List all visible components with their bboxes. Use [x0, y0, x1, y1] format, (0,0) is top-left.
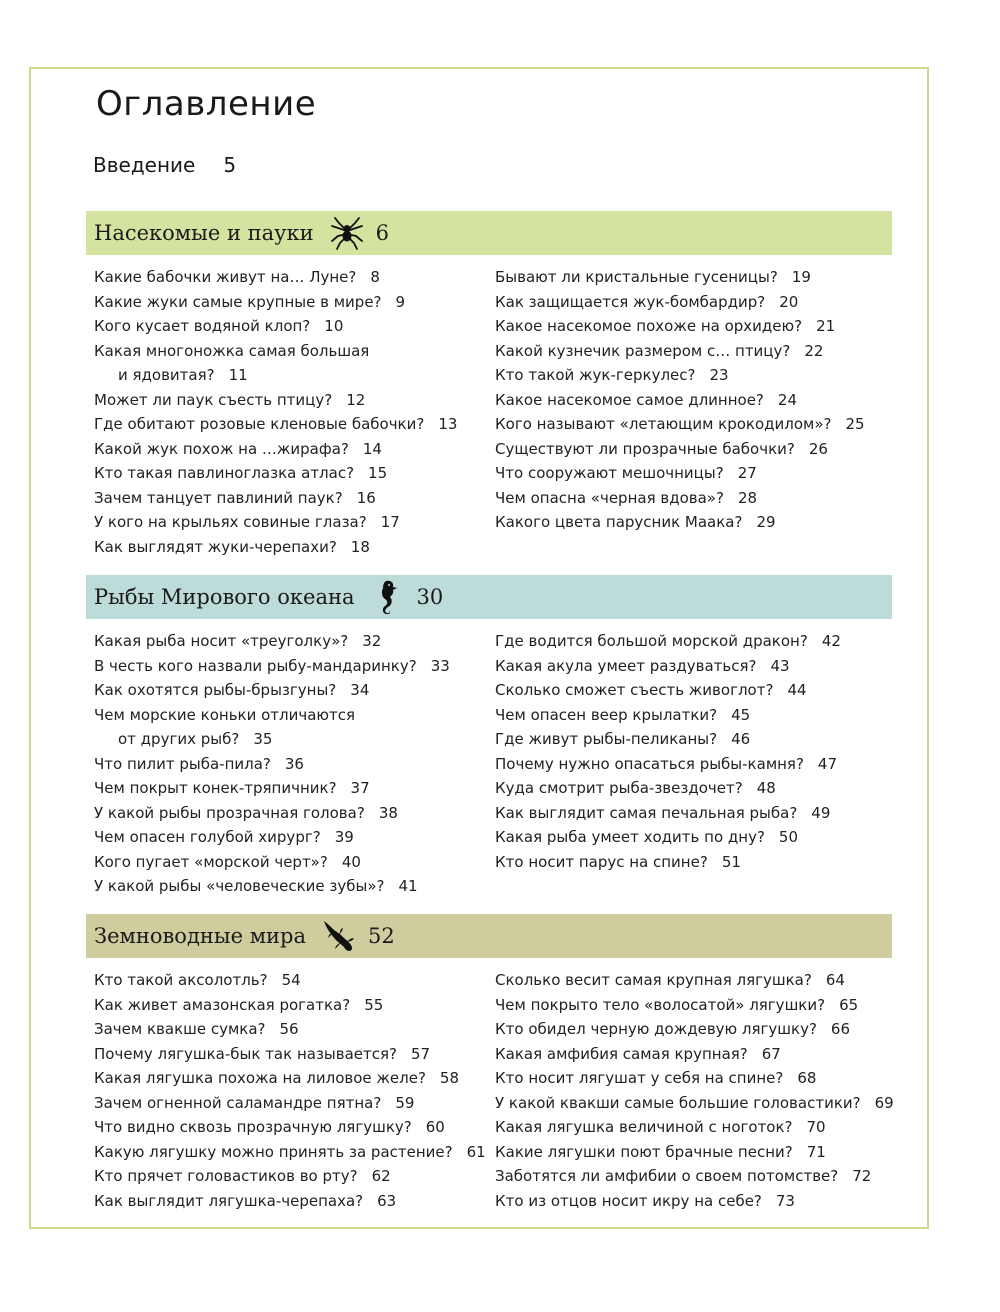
toc-entry[interactable] — [495, 1017, 894, 1042]
toc-entry[interactable] — [495, 727, 841, 752]
toc-entry[interactable] — [94, 678, 450, 703]
toc-question: Какой кузнечик размером с… птицу? — [495, 341, 791, 360]
toc-entry[interactable] — [495, 801, 841, 826]
toc-entry[interactable] — [495, 1091, 894, 1116]
toc-page: 63 — [377, 1191, 397, 1210]
toc-page: 69 — [874, 1093, 894, 1112]
section-header-insects[interactable] — [86, 211, 892, 255]
toc-page: 33 — [430, 656, 450, 675]
toc-entry[interactable] — [495, 412, 865, 437]
intro-page: 5 — [223, 153, 237, 177]
toc-question: Кого называют «летающим крокодилом»? — [495, 415, 832, 433]
toc-page: 15 — [368, 464, 388, 482]
toc-question: Как живет амазонская рогатка? — [94, 995, 351, 1014]
section-page: 6 — [375, 221, 389, 245]
toc-entry[interactable] — [94, 265, 457, 290]
toc-question: Какого цвета парусник Маака? — [495, 513, 743, 531]
toc-entry[interactable] — [94, 1042, 486, 1067]
toc-entry[interactable] — [94, 437, 457, 462]
toc-page: 41 — [398, 877, 418, 895]
toc-entry[interactable] — [94, 388, 457, 413]
toc-question: Что видно сквозь прозрачную лягушку? — [94, 1118, 412, 1136]
toc-entry[interactable] — [94, 290, 457, 315]
toc-question: Кто прячет головастиков во рту? — [94, 1167, 358, 1185]
toc-question: Чем покрыт конек-тряпичник? — [94, 779, 337, 797]
toc-entry[interactable] — [495, 1042, 894, 1067]
toc-question: Какие жуки самые крупные в мире? — [94, 292, 382, 311]
toc-page: 73 — [775, 1191, 795, 1210]
toc-question: Что пилит рыба-пила? — [94, 754, 271, 773]
toc-page: 66 — [830, 1020, 851, 1038]
toc-question: Почему нужно опасаться рыбы-камня? — [495, 754, 804, 773]
toc-question: Кто обидел черную дождевую лягушку? — [495, 1020, 817, 1038]
toc-entry[interactable] — [94, 1140, 486, 1165]
toc-page: 72 — [852, 1167, 872, 1185]
toc-entry[interactable] — [495, 265, 865, 290]
toc-question: Существуют ли прозрачные бабочки? — [495, 439, 795, 458]
section-header-fish[interactable] — [86, 575, 892, 619]
toc-entry[interactable] — [94, 801, 450, 826]
toc-page: 27 — [737, 464, 757, 482]
toc-page: 13 — [438, 415, 458, 433]
toc-page: 58 — [439, 1069, 460, 1087]
toc-page: 44 — [787, 681, 807, 699]
toc-question: Чем морские коньки отличаются — [94, 705, 356, 724]
spider-icon — [330, 215, 364, 251]
toc-page: 11 — [228, 366, 248, 384]
toc-page: 36 — [284, 754, 304, 773]
toc-entry[interactable] — [495, 703, 841, 728]
toc-entry[interactable] — [495, 363, 865, 388]
toc-question: Какая рыба носит «треуголку»? — [94, 632, 349, 650]
toc-entry[interactable] — [94, 486, 457, 511]
toc-entry[interactable] — [495, 314, 865, 339]
toc-entry[interactable] — [495, 968, 894, 993]
toc-question: Чем покрыто тело «волосатой» лягушки? — [495, 995, 826, 1014]
toc-page: 64 — [825, 971, 845, 989]
toc-page: 16 — [356, 488, 376, 507]
toc-entry[interactable] — [495, 339, 865, 364]
toc-question: Как охотятся рыбы-брызгуны? — [94, 681, 337, 699]
toc-entry[interactable] — [495, 1066, 894, 1091]
toc-entry[interactable] — [94, 703, 450, 728]
toc-page: 42 — [821, 632, 841, 650]
toc-entry[interactable] — [495, 752, 841, 777]
toc-question: Бывают ли кристальные гусеницы? — [495, 268, 778, 286]
toc-entry[interactable] — [94, 339, 457, 364]
toc-question: Заботятся ли амфибии о своем потомстве? — [495, 1167, 839, 1185]
section-title: Земноводные мира — [94, 924, 306, 948]
toc-question: Как выглядит лягушка-черепаха? — [94, 1191, 364, 1210]
toc-list-insects-right — [495, 265, 865, 535]
toc-question: от других рыб? — [118, 730, 240, 748]
toc-entry[interactable] — [94, 752, 450, 777]
toc-page: 32 — [362, 632, 382, 650]
toc-question: Как выглядит самая печальная рыба? — [495, 803, 798, 822]
toc-entry[interactable] — [94, 874, 450, 899]
toc-question: Какая акула умеет раздуваться? — [495, 656, 757, 675]
toc-page: 9 — [395, 292, 406, 311]
toc-page: 35 — [253, 730, 273, 748]
section-page: 30 — [416, 585, 444, 609]
toc-question: Какую лягушку можно принять за растение? — [94, 1142, 453, 1161]
toc-list-amphibians-left — [94, 968, 486, 1213]
toc-entry[interactable] — [94, 629, 450, 654]
toc-question: Чем опасен голубой хирург? — [94, 828, 321, 846]
toc-entry[interactable] — [495, 654, 841, 679]
toc-entry[interactable] — [94, 1066, 486, 1091]
page-title: Оглавление — [96, 84, 317, 124]
toc-page: 49 — [811, 803, 831, 822]
toc-list-amphibians-right — [495, 968, 894, 1213]
toc-entry[interactable] — [94, 461, 457, 486]
toc-question: Кто такой аксолотль? — [94, 971, 268, 989]
section-header-amphibians[interactable] — [86, 914, 892, 958]
toc-entry[interactable] — [94, 850, 450, 875]
intro-entry[interactable] — [93, 153, 236, 177]
toc-question: У какой рыбы прозрачная голова? — [94, 803, 365, 822]
toc-entry[interactable] — [495, 776, 841, 801]
toc-page: 48 — [756, 779, 776, 797]
toc-list-insects-left — [94, 265, 457, 559]
toc-page: 65 — [839, 995, 859, 1014]
toc-question: и ядовитая? — [118, 366, 215, 384]
toc-question: Зачем танцует павлиний паук? — [94, 488, 343, 507]
toc-question: У кого на крыльях совиные глаза? — [94, 513, 367, 531]
toc-page: 59 — [395, 1093, 415, 1112]
toc-page: 39 — [334, 828, 354, 846]
toc-page: 62 — [371, 1167, 391, 1185]
toc-page: 57 — [411, 1044, 431, 1063]
toc-question: Какие бабочки живут на… Луне? — [94, 268, 357, 286]
toc-entry[interactable] — [495, 993, 894, 1018]
toc-page: 45 — [731, 705, 751, 724]
toc-page: 43 — [770, 656, 790, 675]
toc-question: Какая многоножка самая большая — [94, 341, 370, 360]
section-title: Рыбы Мирового океана — [94, 585, 355, 609]
toc-entry-continuation[interactable] — [94, 363, 457, 388]
toc-page: 14 — [362, 439, 382, 458]
toc-page: 26 — [808, 439, 828, 458]
toc-page: 51 — [721, 852, 741, 871]
toc-page: 19 — [791, 268, 811, 286]
toc-page: 22 — [804, 341, 824, 360]
toc-page: 38 — [378, 803, 398, 822]
toc-page: 25 — [845, 415, 865, 433]
toc-page: 60 — [425, 1118, 445, 1136]
toc-question: Кто носит парус на спине? — [495, 852, 708, 871]
toc-entry[interactable] — [94, 776, 450, 801]
toc-entry[interactable] — [94, 1115, 486, 1140]
toc-page: 68 — [797, 1069, 817, 1087]
toc-question: Какие лягушки поют брачные песни? — [495, 1142, 793, 1161]
toc-entry[interactable] — [495, 388, 865, 413]
toc-question: Как выглядят жуки-черепахи? — [94, 537, 337, 556]
toc-question: Где водится большой морской дракон? — [495, 632, 808, 650]
toc-question: Может ли паук съесть птицу? — [94, 390, 333, 409]
toc-entry[interactable] — [94, 825, 450, 850]
toc-question: Зачем огненной саламандре пятна? — [94, 1093, 382, 1112]
toc-page: 61 — [466, 1142, 486, 1161]
toc-question: Кто из отцов носит икру на себе? — [495, 1191, 762, 1210]
toc-question: Куда смотрит рыба-звездочет? — [495, 779, 743, 797]
toc-page: 21 — [816, 317, 836, 335]
toc-question: Сколько сможет съесть живоглот? — [495, 681, 774, 699]
toc-entry[interactable] — [495, 461, 865, 486]
seahorse-icon — [370, 579, 404, 615]
toc-entry[interactable] — [495, 486, 865, 511]
toc-question: У какой рыбы «человеческие зубы»? — [94, 877, 385, 895]
toc-entry[interactable] — [495, 825, 841, 850]
toc-entry[interactable] — [495, 290, 865, 315]
toc-page: 17 — [380, 513, 400, 531]
toc-question: Какая амфибия самая крупная? — [495, 1044, 748, 1063]
toc-question: Почему лягушка-бык так называется? — [94, 1044, 397, 1063]
toc-entry[interactable] — [94, 510, 457, 535]
toc-page: 18 — [350, 537, 370, 556]
toc-question: Какой жук похож на …жирафа? — [94, 439, 349, 458]
toc-question: Какая рыба умеет ходить по дну? — [495, 828, 765, 846]
toc-page: 29 — [756, 513, 776, 531]
toc-entry[interactable] — [495, 850, 841, 875]
toc-list-fish-right — [495, 629, 841, 874]
toc-entry[interactable] — [94, 1091, 486, 1116]
toc-question: Сколько весит самая крупная лягушка? — [495, 971, 812, 989]
toc-question: Какое насекомое похоже на орхидею? — [495, 317, 803, 335]
toc-page: 46 — [731, 730, 751, 748]
toc-page: 28 — [737, 488, 758, 507]
toc-question: Где живут рыбы-пеликаны? — [495, 730, 718, 748]
toc-question: Чем опасен веер крылатки? — [495, 705, 718, 724]
toc-page: 10 — [324, 317, 344, 335]
toc-question: Что сооружают мешочницы? — [495, 464, 724, 482]
toc-entry[interactable] — [495, 678, 841, 703]
toc-page: 40 — [341, 852, 361, 871]
toc-page: 23 — [709, 366, 729, 384]
toc-page: 67 — [761, 1044, 781, 1063]
section-title: Насекомые и пауки — [94, 221, 314, 245]
toc-question: Где обитают розовые кленовые бабочки? — [94, 415, 425, 433]
toc-entry[interactable] — [94, 314, 457, 339]
toc-question: Какая лягушка похожа на лиловое желе? — [94, 1069, 426, 1087]
toc-page: 50 — [778, 828, 798, 846]
toc-question: Кого пугает «морской черт»? — [94, 852, 328, 871]
toc-entry[interactable] — [94, 968, 486, 993]
toc-question: Какая лягушка величиной с ноготок? — [495, 1118, 793, 1136]
toc-page: 47 — [817, 754, 838, 773]
toc-page: 34 — [350, 681, 370, 699]
toc-question: Чем опасна «черная вдова»? — [495, 488, 724, 507]
toc-entry[interactable] — [495, 1189, 894, 1214]
toc-entry[interactable] — [94, 412, 457, 437]
toc-entry[interactable] — [94, 1164, 486, 1189]
toc-entry[interactable] — [94, 1189, 486, 1214]
intro-label: Введение — [93, 153, 196, 177]
toc-question: У какой квакши самые большие головастики? — [495, 1093, 861, 1112]
toc-question: Как защищается жук-бомбардир? — [495, 292, 766, 311]
toc-entry-continuation[interactable] — [94, 727, 450, 752]
toc-page: 56 — [279, 1020, 299, 1038]
toc-question: Какое насекомое самое длинное? — [495, 390, 764, 409]
toc-list-fish-left — [94, 629, 450, 899]
toc-page: 20 — [779, 292, 799, 311]
toc-entry[interactable] — [495, 1115, 894, 1140]
toc-question: В честь кого назвали рыбу-мандаринку? — [94, 656, 417, 675]
toc-entry[interactable] — [94, 993, 486, 1018]
toc-entry[interactable] — [495, 437, 865, 462]
toc-page: 54 — [281, 971, 301, 989]
toc-entry[interactable] — [94, 1017, 486, 1042]
salamander-icon — [322, 918, 356, 954]
toc-question: Зачем квакше сумка? — [94, 1020, 266, 1038]
toc-page: 55 — [364, 995, 384, 1014]
toc-entry[interactable] — [495, 1164, 894, 1189]
toc-question: Кто такой жук-геркулес? — [495, 366, 696, 384]
toc-entry[interactable] — [495, 510, 865, 535]
toc-question: Кто такая павлиноглазка атлас? — [94, 464, 355, 482]
toc-page: 37 — [350, 779, 370, 797]
toc-entry[interactable] — [94, 535, 457, 560]
toc-question: Кто носит лягушат у себя на спине? — [495, 1069, 784, 1087]
toc-entry[interactable] — [495, 629, 841, 654]
toc-page: 71 — [806, 1142, 826, 1161]
toc-page: 8 — [370, 268, 380, 286]
toc-question: Кого кусает водяной клоп? — [94, 317, 311, 335]
toc-page: 24 — [777, 390, 797, 409]
toc-page: 70 — [806, 1118, 826, 1136]
toc-entry[interactable] — [495, 1140, 894, 1165]
toc-page: 12 — [346, 390, 366, 409]
toc-entry[interactable] — [94, 654, 450, 679]
section-page: 52 — [368, 924, 395, 948]
